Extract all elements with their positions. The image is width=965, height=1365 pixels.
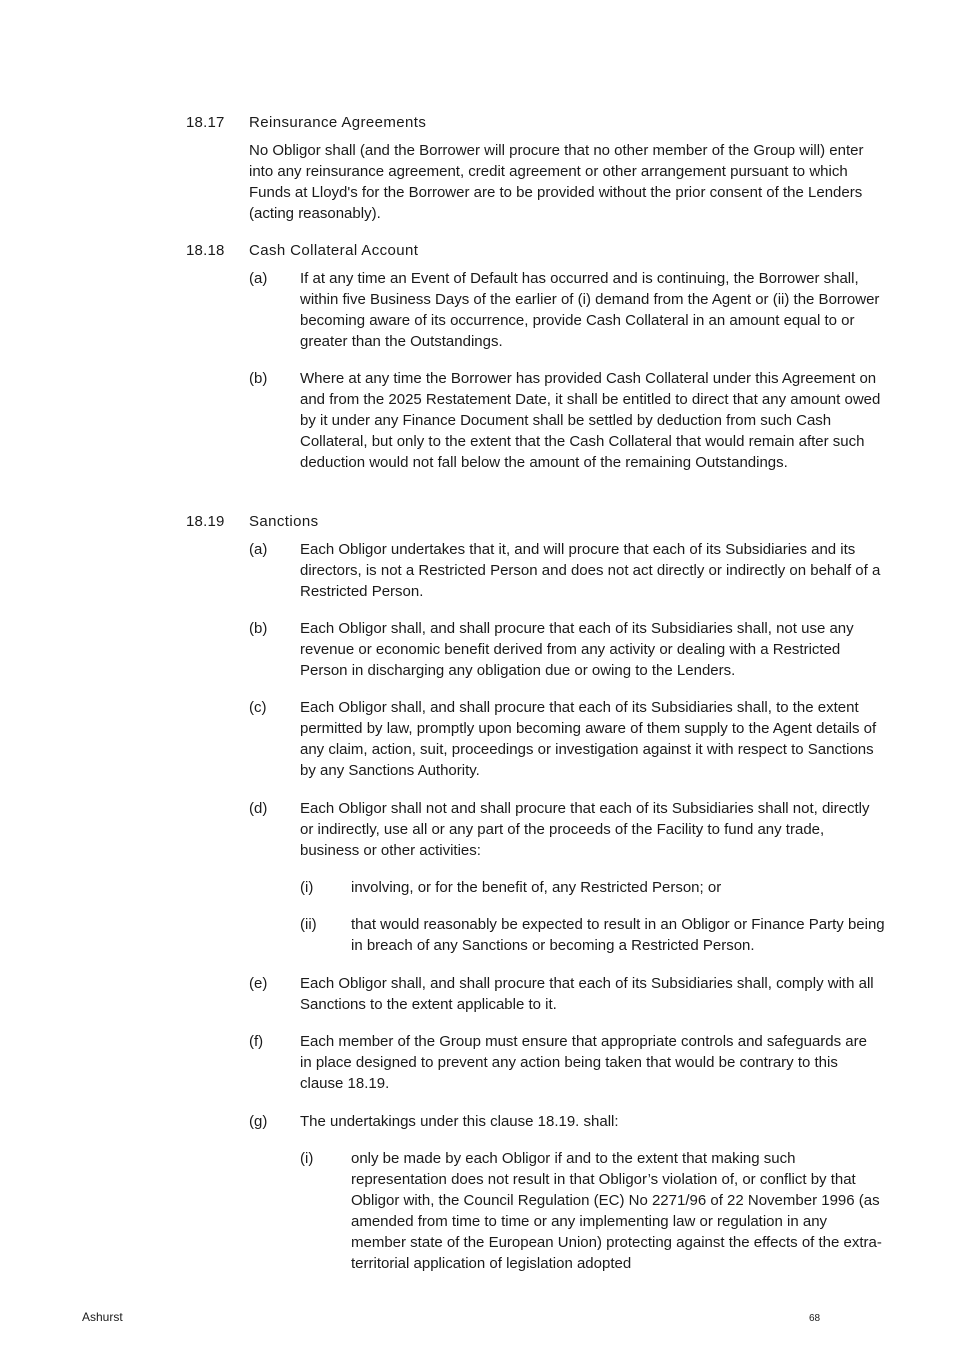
section-title-cash-collateral-account: Cash Collateral Account [249, 242, 419, 259]
item-text-18-19-g: The undertakings under this clause 18.19. shall: [300, 1113, 619, 1130]
item-label-18-19-d-ii: (ii) [300, 916, 317, 933]
footer-firm-name: Ashurst [82, 1310, 123, 1324]
item-text-18-19-d-ii: that would reasonably be expected to result in an Obligor or Finance Party being in breach of any Sanctions or becoming a Restricted Person. [351, 916, 885, 954]
item-label-18-18-a: (a) [249, 270, 268, 287]
item-label-18-18-b: (b) [249, 370, 268, 387]
item-text-18-19-c: Each Obligor shall, and shall procure that each of its Subsidiaries shall, to the extent permitted by law, promptly upon becoming aware of them supply to the Agent details of any claim, action, suit, proceedings or investigation against it with respect to Sanctions by any Sanctions Authority. [300, 699, 877, 779]
section-number-18-17: 18.17 [186, 114, 225, 131]
item-text-18-18-a: If at any time an Event of Default has occurred and is continuing, the Borrower shall, within five Business Days of the earlier of (i) demand from the Agent or (ii) the Borrower becoming aware of its occurrence, provide Cash Collateral in an amount equal to or greater than the Outstandings. [300, 270, 880, 350]
item-label-18-19-c: (c) [249, 699, 267, 716]
item-text-18-19-d: Each Obligor shall not and shall procure that each of its Subsidiaries shall not, directly or indirectly, use all or any part of the proceeds of the Facility to fund any trade, business or other activities: [300, 800, 870, 859]
item-label-18-19-d-i: (i) [300, 879, 314, 896]
item-text-18-19-a: Each Obligor undertakes that it, and will procure that each of its Subsidiaries and its directors, is not a Restricted Person and does not act directly or indirectly on behalf of a Restricted Person. [300, 541, 881, 600]
section-18-17-body: No Obligor shall (and the Borrower will procure that no other member of the Group will) enter into any reinsurance agreement, credit agreement or other arrangement pursuant to which Funds at Lloyd's for the Borrower are to be provided without the prior consent of the Lenders (acting reasonably). [249, 142, 864, 222]
item-text-18-19-d-i: involving, or for the benefit of, any Restricted Person; or [351, 879, 722, 896]
section-title-sanctions: Sanctions [249, 513, 319, 530]
item-label-18-19-b: (b) [249, 620, 268, 637]
page-number: 68 [809, 1313, 821, 1324]
item-label-18-19-g: (g) [249, 1113, 268, 1130]
item-label-18-19-e: (e) [249, 975, 268, 992]
section-title-reinsurance-agreements: Reinsurance Agreements [249, 114, 427, 131]
section-number-18-18: 18.18 [186, 242, 225, 259]
item-text-18-19-e: Each Obligor shall, and shall procure that each of its Subsidiaries shall, comply with all Sanctions to the extent applicable to it. [300, 975, 874, 1013]
item-text-18-18-b: Where at any time the Borrower has provided Cash Collateral under this Agreement on and from the 2025 Restatement Date, it shall be entitled to direct that any amount owed by it under any Finance Document shall be settled by deduction from such Cash Collateral, but only to the extent that the Cash Collateral that would remain after such deduction would not fall below the amount of the remaining Outstandings. [300, 370, 881, 471]
item-label-18-19-f: (f) [249, 1033, 264, 1050]
item-label-18-19-a: (a) [249, 541, 268, 558]
item-label-18-19-d: (d) [249, 800, 268, 817]
item-text-18-19-g-i: only be made by each Obligor if and to the extent that making such representation does not result in that Obligor’s violation of, or conflict by that Obligor with, the Council Regulation (EC) No 2271/96 of 22 November 1996 (as amended from time to time or any implementing law or regulation in any member state of the European Union) protecting against the effects of the extra-territorial application of legislation adopted [351, 1150, 882, 1272]
item-label-18-19-g-i: (i) [300, 1150, 314, 1167]
item-text-18-19-f: Each member of the Group must ensure that appropriate controls and safeguards are in place designed to prevent any action being taken that would be contrary to this clause 18.19. [300, 1033, 867, 1092]
section-number-18-19: 18.19 [186, 513, 225, 530]
item-text-18-19-b: Each Obligor shall, and shall procure that each of its Subsidiaries shall, not use any revenue or economic benefit derived from any activity or dealing with a Restricted Person in discharging any obligation due or owing to the Lenders. [300, 620, 854, 679]
